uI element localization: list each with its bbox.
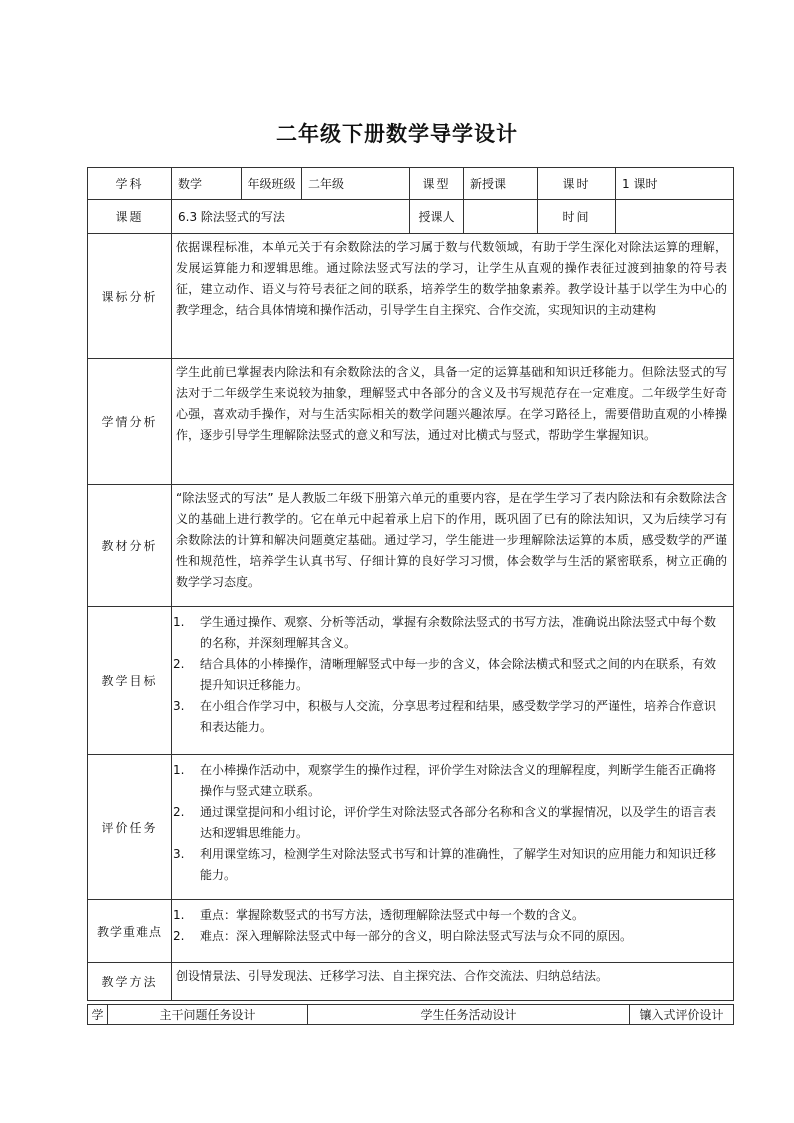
row-keypoints — [88, 900, 734, 963]
methods-text: 创设情景法、引导发现法、迁移学习法、自主探究法、合作交流法、归纳总结法。 — [172, 963, 734, 1001]
lesson-plan-table — [87, 167, 734, 1001]
row-students — [88, 359, 734, 485]
grade-label: 年级班级 — [242, 168, 302, 200]
col-student-activity-header: 学生任务活动设计 — [308, 1005, 630, 1025]
list-item: 1. 在小棒操作活动中，观察学生的操作过程，评价学生对除法含义的理解程度，判断学生能否正确将操作与竖式建立联系。 — [173, 763, 717, 798]
lesson-type-label: 课型 — [410, 168, 464, 200]
list-item: 3. 利用课堂练习，检测学生对除法竖式书写和计算的准确性，了解学生对知识的应用能力和知识迁移能力。 — [173, 847, 717, 882]
keypoints-content — [172, 900, 734, 963]
time-label: 时间 — [538, 200, 616, 234]
row-basic-info — [88, 168, 734, 200]
goals-content — [172, 607, 734, 755]
methods-label: 教学方法 — [88, 963, 172, 1001]
time-value — [616, 200, 734, 234]
textbook-label: 教材分析 — [88, 485, 172, 607]
keypoints-label: 教学重难点 — [88, 900, 172, 963]
class-hours-label: 课时 — [538, 168, 616, 200]
assessment-content — [172, 755, 734, 900]
row-methods — [88, 963, 734, 1001]
list-item: 3. 在小组合作学习中，积极与人交流，分享思考过程和结果，感受数学学习的严谨性，培养合作意识和表达能力。 — [173, 699, 717, 734]
list-item: 1. 重点：掌握除数竖式的书写方法，透彻理解除法竖式中每一个数的含义。 — [173, 908, 585, 922]
curriculum-label: 课标分析 — [88, 234, 172, 359]
textbook-text: “除法竖式的写法” 是人教版二年级下册第六单元的重要内容，是在学生学习了表内除法和有余数除法含义的基础上进行教学的。它在单元中起着承上启下的作用，既巩固了已有的除法知识，又为后续学习有余数除法的计算和解决问题奠定基础。通过学习，学生能进一步理解除法运算的本质，感受数学的严谨性和规范性，培养学生认真书写、仔细计算的良好学习习惯，体会数学与生活的紧密联系，树立正确的数学学习态度。 — [172, 485, 734, 607]
activity-header-table — [87, 1004, 734, 1025]
list-item: 2. 结合具体的小棒操作，清晰理解竖式中每一步的含义，体会除法横式和竖式之间的内在联系，有效提升知识迁移能力。 — [173, 657, 717, 692]
row-curriculum — [88, 234, 734, 359]
assessment-label: 评价任务 — [88, 755, 172, 900]
col-learn-header: 学 — [88, 1005, 108, 1025]
topic-label: 课题 — [88, 200, 172, 234]
teacher-value — [464, 200, 538, 234]
goals-label: 教学目标 — [88, 607, 172, 755]
page-title: 二年级下册数学导学设计 — [276, 122, 518, 146]
row-textbook — [88, 485, 734, 607]
row-goals — [88, 607, 734, 755]
col-main-question-header: 主干问题任务设计 — [108, 1005, 308, 1025]
lesson-type-value: 新授课 — [464, 168, 538, 200]
class-hours-value: 1 课时 — [616, 168, 734, 200]
topic-value: 6.3 除法竖式的写法 — [172, 200, 410, 234]
row-assessment — [88, 755, 734, 900]
list-item: 1. 学生通过操作、观察、分析等活动，掌握有余数除法竖式的书写方法，准确说出除法竖式中每个数的名称，并深刻理解其含义。 — [173, 615, 717, 650]
activity-header-row — [88, 1005, 734, 1025]
col-evaluation-header: 镶入式评价设计 — [630, 1005, 734, 1025]
list-item: 2. 难点：深入理解除法竖式中每一部分的含义，明白除法竖式写法与众不同的原因。 — [173, 929, 633, 943]
subject-label: 学科 — [88, 168, 172, 200]
teacher-label: 授课人 — [410, 200, 464, 234]
list-item: 2. 通过课堂提问和小组讨论，评价学生对除法竖式各部分名称和含义的掌握情况，以及学生的语言表达和逻辑思维能力。 — [173, 805, 717, 840]
subject-value: 数学 — [172, 168, 242, 200]
curriculum-text: 依据课程标准，本单元关于有余数除法的学习属于数与代数领域，有助于学生深化对除法运算的理解，发展运算能力和逻辑思维。通过除法竖式写法的学习，让学生从直观的操作表征过渡到抽象的符号表征，建立动作、语义与符号表征之间的联系，培养学生的数学抽象素养。教学设计基于以学生为中心的教学理念，结合具体情境和操作活动，引导学生自主探究、合作交流，实现知识的主动建构 — [172, 234, 734, 359]
grade-value: 二年级 — [302, 168, 410, 200]
row-topic — [88, 200, 734, 234]
students-text: 学生此前已掌握表内除法和有余数除法的含义，具备一定的运算基础和知识迁移能力。但除法竖式的写法对于二年级学生来说较为抽象，理解竖式中各部分的含义及书写规范存在一定难度。二年级学生好奇心强，喜欢动手操作，对与生活实际相关的数学问题兴趣浓厚。在学习路径上，需要借助直观的小棒操作，逐步引导学生理解除法竖式的意义和写法，通过对比横式与竖式，帮助学生掌握知识。 — [172, 359, 734, 485]
students-label: 学情分析 — [88, 359, 172, 485]
